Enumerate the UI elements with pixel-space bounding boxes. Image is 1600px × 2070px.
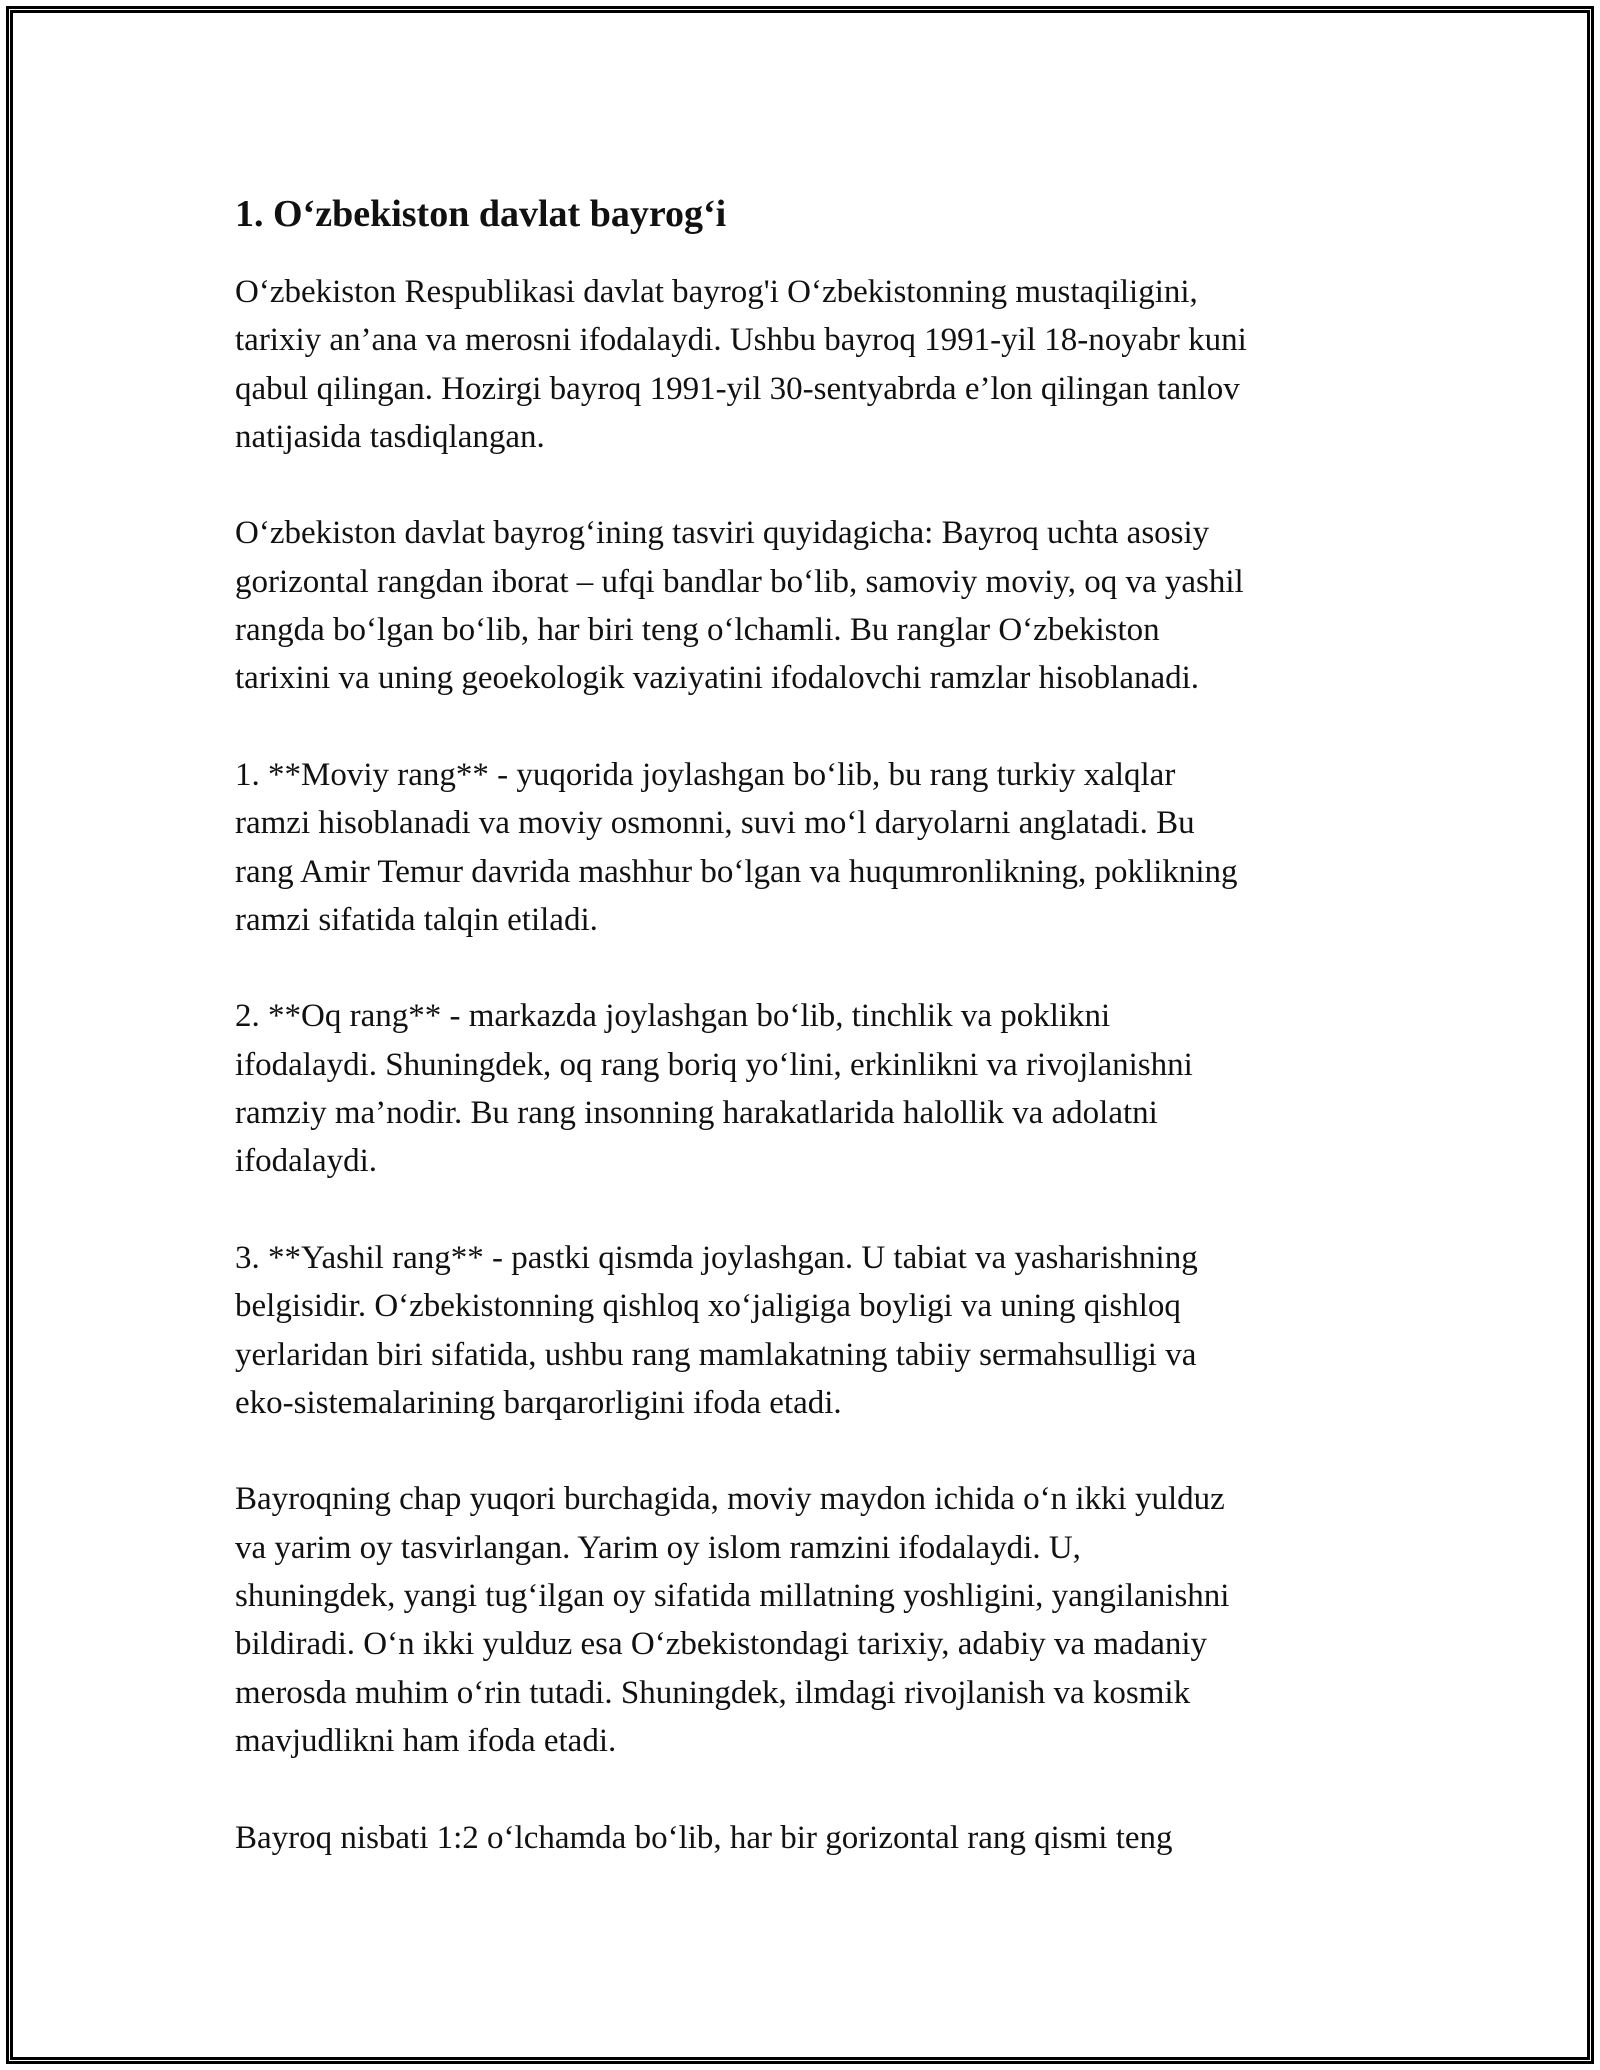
paragraph-description: O‘zbekiston davlat bayrog‘ining tasviri quyidagicha: Bayroq uchta asosiy gorizontal rangdan iborat – ufqi bandlar bo‘lib, samoviy moviy, oq va yashil rangda bo‘lgan bo‘lib, har biri teng o‘lchamli. Bu ranglar O‘zbekiston tarixini va uning geoekologik vaziyatini ifodalovchi ramzlar hisoblanadi. bbox=[235, 515, 1244, 697]
paragraph-blue-color: 1. **Moviy rang** - yuqorida joylashgan bo‘lib, bu rang turkiy xalqlar ramzi hisoblanadi va moviy osmonni, suvi mo‘l daryolarni anglatadi. Bu rang Amir Temur davrida mashhur bo‘lgan va huqumronlikning, poklikning ramzi sifatida talqin etiladi. bbox=[235, 756, 1238, 938]
paragraph-emblem: Bayroqning chap yuqori burchagida, moviy maydon ichida o‘n ikki yulduz va yarim oy tasvirlangan. Yarim oy islom ramzini ifodalaydi. U, shuningdek, yangi tug‘ilgan oy sifatida millatning yoshligini, yangilanishni bildiradi. O‘n ikki yulduz esa O‘zbekistondagi tarixiy, adabiy va madaniy merosda muhim o‘rin tutadi. Shuningdek, ilmdagi rivojlanish va kosmik mavjudlikni ham ifoda etadi. bbox=[235, 1481, 1230, 1759]
paragraph-proportion: Bayroq nisbati 1:2 o‘lchamda bo‘lib, har bir gorizontal rang qismi teng bbox=[235, 1819, 1173, 1856]
paragraph-white-color: 2. **Oq rang** - markazda joylashgan bo‘lib, tinchlik va poklikni ifodalaydi. Shuningdek, oq rang boriq yo‘lini, erkinlikni va rivojlanishni ramziy ma’nodir. Bu rang insonning harakatlarida halollik va adolatni ifodalaydi. bbox=[235, 998, 1193, 1180]
paragraph-green-color: 3. **Yashil rang** - pastki qismda joylashgan. U tabiat va yasharishning belgisidir. O‘zbekistonning qishloq xo‘jaligiga boyligi va uning qishloq yerlaridan biri sifatida, ushbu rang mamlakatning tabiiy sermahsulligi va eko-sistemalarining barqarorligini ifoda etadi. bbox=[235, 1239, 1198, 1421]
paragraph-intro: O‘zbekiston Respublikasi davlat bayrog'i O‘zbekistonning mustaqiligini, tarixiy an’ana va merosni ifodalaydi. Ushbu bayroq 1991-yil 18-noyabr kuni qabul qilingan. Hozirgi bayroq 1991-yil 30-sentyabrda e’lon qilingan tanlov natijasida tasdiqlangan. bbox=[235, 274, 1247, 455]
document-body bbox=[235, 190, 1370, 1910]
document-title: 1. O‘zbekiston davlat bayrog‘i bbox=[235, 193, 727, 235]
